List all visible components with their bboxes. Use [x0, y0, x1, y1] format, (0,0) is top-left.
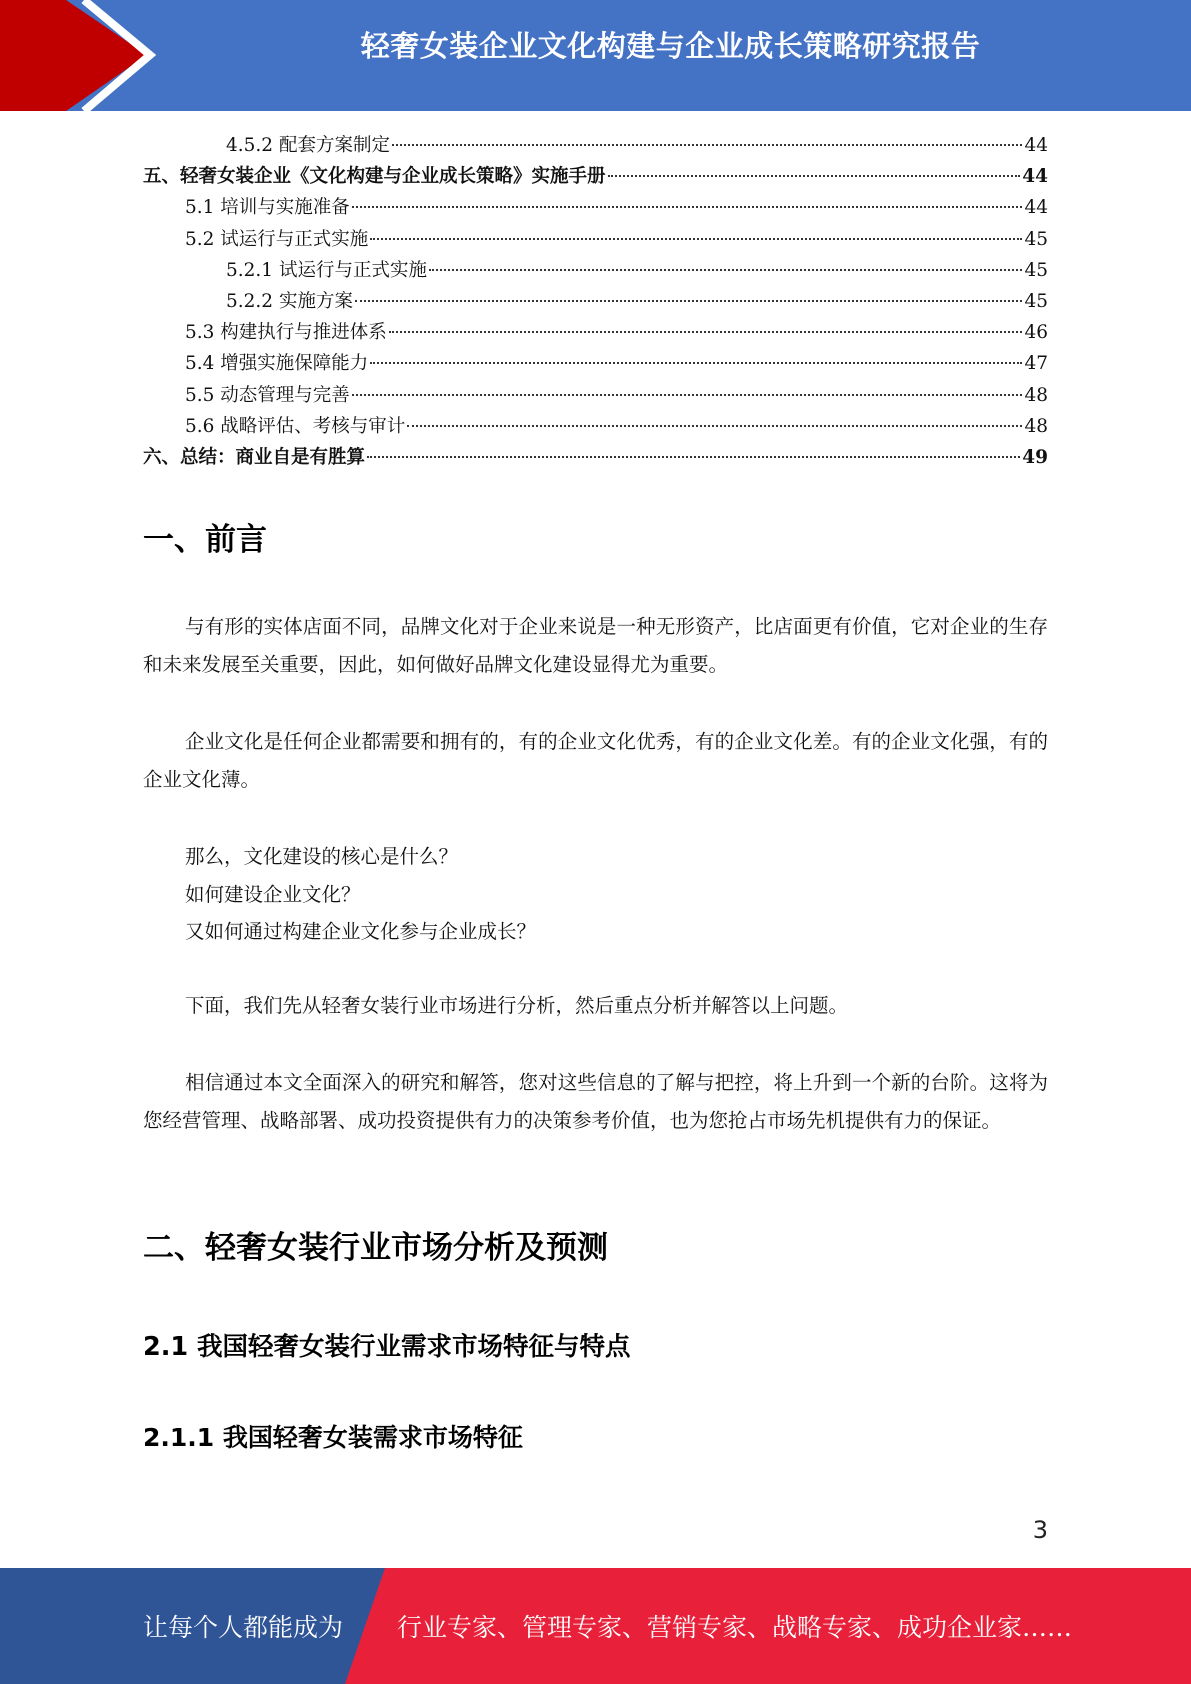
- toc-leader-dots: [352, 394, 1023, 396]
- toc-leader-dots: [389, 331, 1023, 333]
- footer-slogan-right: 行业专家、管理专家、营销专家、战略专家、成功企业家……: [397, 1613, 1073, 1642]
- toc-leader-dots: [355, 300, 1023, 302]
- paragraph: 下面，我们先从轻奢女装行业市场进行分析，然后重点分析并解答以上问题。: [185, 994, 849, 1017]
- toc-entry-page: 45: [1024, 259, 1048, 281]
- toc-leader-dots: [370, 362, 1022, 364]
- toc-entry-title: 5.4 增强实施保障能力: [185, 353, 369, 375]
- toc-entry-title: 五、轻奢女装企业《文化构建与企业成长策略》实施手册: [143, 166, 606, 188]
- toc-entry-title: 5.5 动态管理与完善: [185, 384, 350, 406]
- toc-entry[interactable]: [143, 380, 1048, 411]
- toc-entry[interactable]: [143, 286, 1048, 317]
- toc-leader-dots: [392, 144, 1022, 146]
- table-of-contents: [143, 130, 1048, 473]
- question-line: 又如何通过构建企业文化参与企业成长？: [185, 920, 537, 943]
- toc-entry-page: 44: [1024, 197, 1048, 219]
- subsubsection-heading: 2.1.1 我国轻奢女装需求市场特征: [143, 1423, 523, 1452]
- document-title: 轻奢女装企业文化构建与企业成长策略研究报告: [360, 29, 981, 63]
- toc-entry-title: 4.5.2 配套方案制定: [226, 135, 390, 156]
- toc-leader-dots: [608, 175, 1021, 177]
- paragraph: 与有形的实体店面不同，品牌文化对于企业来说是一种无形资产，比店面更有价值，它对企业的生存和未来发展至关重要，因此，如何做好品牌文化建设显得尤为重要。: [143, 615, 1048, 676]
- footer-slogan-left: 让每个人都能成为: [143, 1613, 344, 1642]
- toc-entry-page: 49: [1022, 446, 1048, 468]
- section-heading-preface: 一、前言: [143, 522, 267, 558]
- toc-leader-dots: [370, 238, 1022, 240]
- toc-entry-title: 5.6 战略评估、考核与审计: [185, 415, 406, 437]
- toc-entry[interactable]: [143, 442, 1048, 473]
- toc-entry[interactable]: [143, 348, 1048, 379]
- section-heading-market: 二、轻奢女装行业市场分析及预测: [143, 1230, 608, 1266]
- toc-entry[interactable]: [143, 317, 1048, 348]
- subsection-heading: 2.1 我国轻奢女装行业需求市场特征与特点: [143, 1332, 631, 1362]
- toc-entry[interactable]: [143, 255, 1048, 286]
- toc-leader-dots: [352, 206, 1023, 208]
- paragraph: 企业文化是任何企业都需要和拥有的，有的企业文化优秀，有的企业文化差。有的企业文化强，有的企业文化薄。: [143, 730, 1048, 791]
- toc-entry-title: 5.1 培训与实施准备: [185, 197, 350, 219]
- toc-entry-page: 44: [1022, 166, 1048, 188]
- toc-entry-title: 5.2.2 实施方案: [226, 290, 353, 312]
- toc-entry[interactable]: [143, 161, 1048, 192]
- page-number: 3: [1032, 1516, 1048, 1544]
- question-line: 如何建设企业文化？: [185, 883, 361, 906]
- toc-entry-page: 48: [1024, 415, 1048, 437]
- toc-entry-title: 六、总结：商业自是有胜算: [143, 446, 366, 468]
- footer-band: [0, 1568, 1191, 1684]
- toc-leader-dots: [407, 425, 1022, 427]
- toc-entry[interactable]: [143, 224, 1048, 255]
- toc-entry-page: 44: [1024, 135, 1048, 156]
- toc-entry[interactable]: [143, 130, 1048, 161]
- toc-leader-dots: [429, 269, 1022, 271]
- red-arrow: [0, 0, 147, 111]
- toc-entry-title: 5.2.1 试运行与正式实施: [226, 259, 427, 281]
- toc-entry-title: 5.2 试运行与正式实施: [185, 228, 369, 250]
- toc-leader-dots: [367, 456, 1020, 458]
- toc-entry-page: 47: [1024, 353, 1048, 375]
- paragraph: 相信通过本文全面深入的研究和解答，您对这些信息的了解与把控，将上升到一个新的台阶。这将为您经营管理、战略部署、成功投资提供有力的决策参考价值，也为您抢占市场先机提供有力的保证。: [143, 1071, 1048, 1132]
- header-band: [0, 0, 1191, 111]
- toc-entry-page: 48: [1024, 384, 1048, 406]
- header-arrow-shape: [0, 0, 160, 111]
- toc-entry-page: 45: [1024, 228, 1048, 250]
- toc-entry-page: 45: [1024, 290, 1048, 312]
- toc-entry-page: 46: [1024, 322, 1048, 344]
- question-line: 那么，文化建设的核心是什么？: [185, 845, 459, 868]
- toc-entry[interactable]: [143, 411, 1048, 442]
- toc-entry[interactable]: [143, 192, 1048, 223]
- toc-entry-title: 5.3 构建执行与推进体系: [185, 322, 387, 344]
